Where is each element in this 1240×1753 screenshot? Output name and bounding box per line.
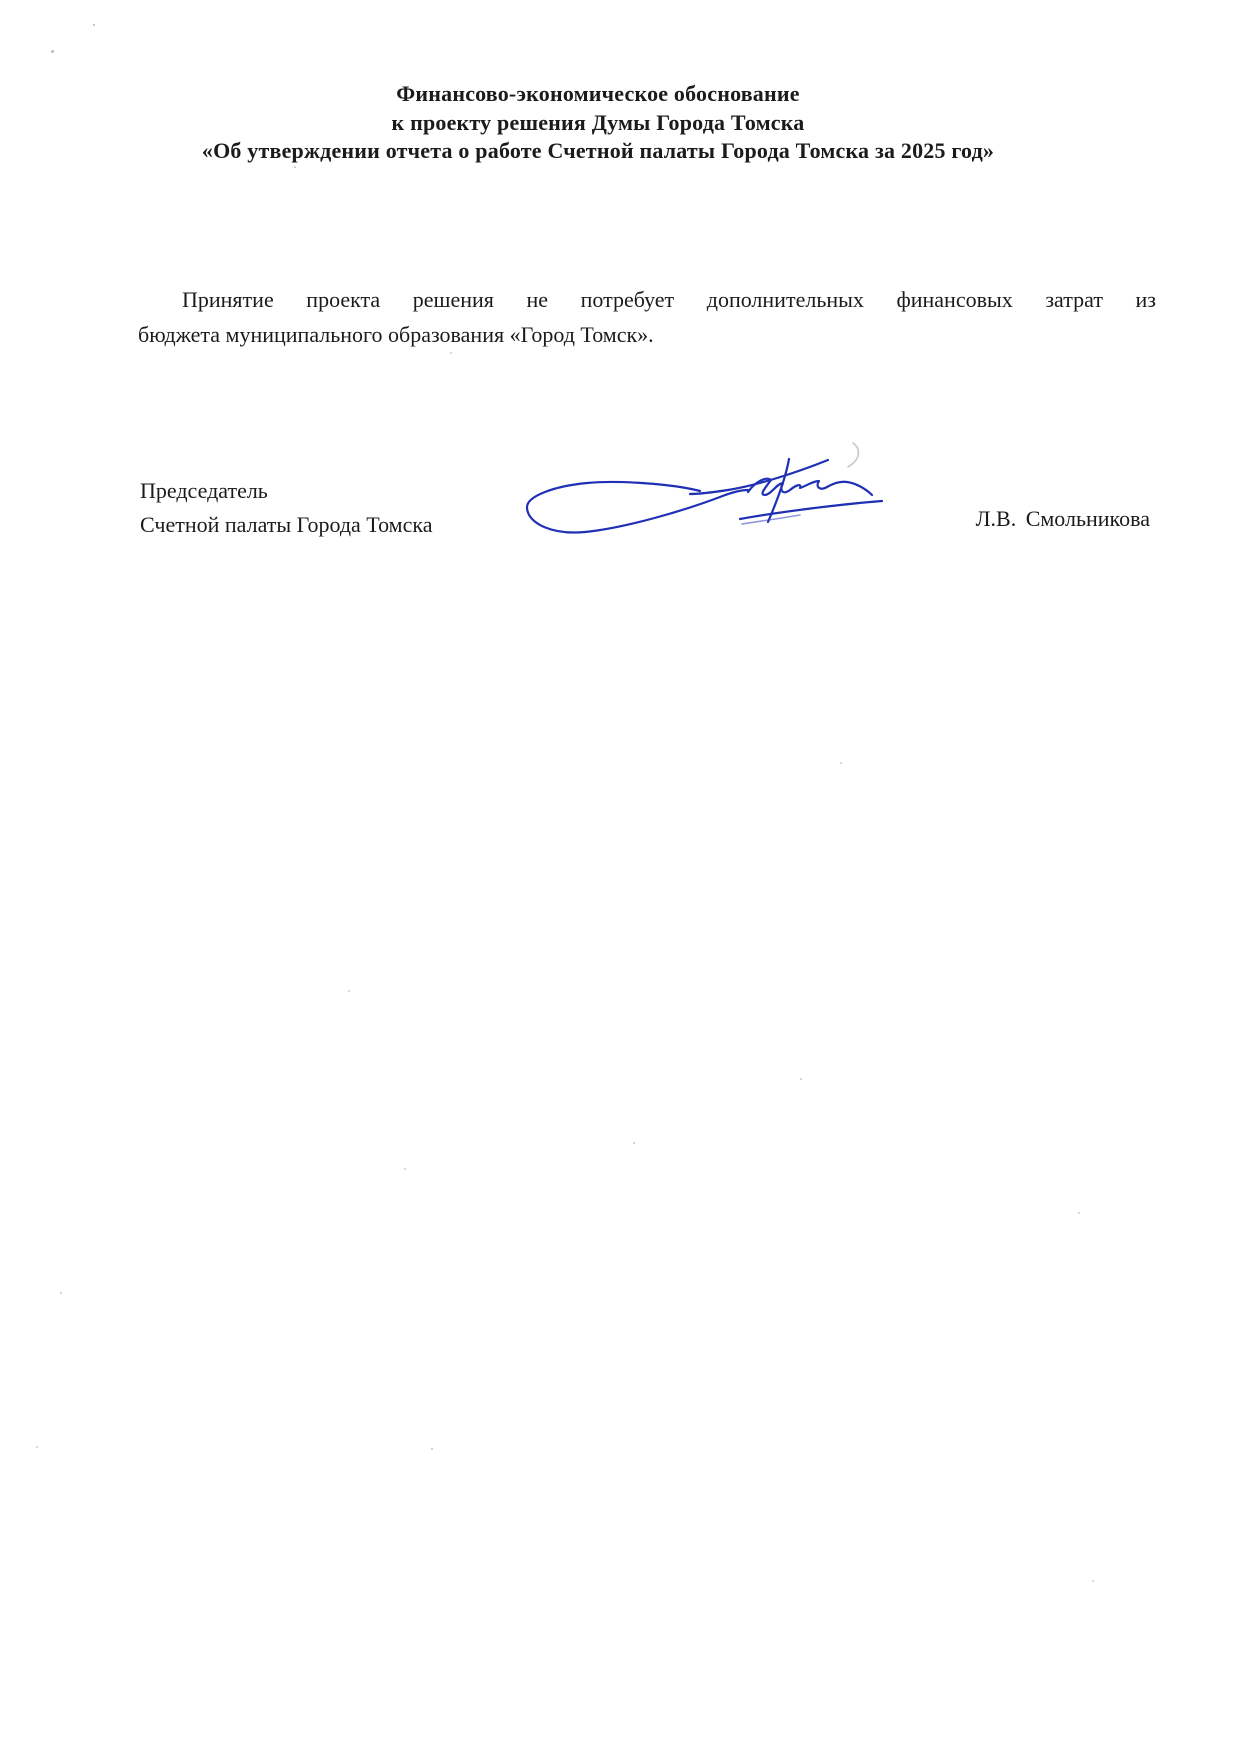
title-line-2: к проекту решения Думы Города Томска bbox=[391, 109, 805, 135]
title-line-1: Финансово-экономическое обоснование bbox=[396, 81, 800, 106]
document-title bbox=[0, 80, 1196, 166]
body-paragraph-line-1: Принятие проекта решения не потребует дополнительных финансовых затрат из bbox=[182, 287, 1156, 312]
scan-speck bbox=[294, 166, 296, 168]
scan-speck bbox=[1092, 1580, 1094, 1582]
scan-speck bbox=[1078, 1212, 1080, 1214]
signatory-position-line-1: Председатель bbox=[140, 478, 268, 503]
scan-speck bbox=[800, 1078, 802, 1080]
scan-speck bbox=[450, 352, 452, 354]
scan-speck bbox=[36, 1446, 38, 1448]
title-line-3: «Об утверждении отчета о работе Счетной палаты Города Томска за 2025 год» bbox=[201, 138, 995, 163]
scan-speck bbox=[633, 1142, 635, 1144]
scan-speck bbox=[840, 762, 842, 764]
scan-speck bbox=[404, 1168, 406, 1170]
signatory-position bbox=[140, 474, 432, 542]
scan-speck bbox=[348, 990, 350, 992]
scan-speck bbox=[51, 50, 54, 53]
signatory-name: Л.В. Смольникова bbox=[975, 506, 1150, 531]
body-paragraph-line-2: бюджета муниципального образования «Город Томск». bbox=[138, 322, 654, 347]
signatory-position-line-2: Счетной палаты Города Томска bbox=[140, 512, 433, 537]
handwritten-signature bbox=[523, 436, 888, 544]
body-paragraph bbox=[138, 282, 1156, 352]
scan-speck bbox=[431, 1448, 433, 1450]
scan-speck bbox=[93, 24, 95, 26]
scan-speck bbox=[60, 1292, 62, 1294]
